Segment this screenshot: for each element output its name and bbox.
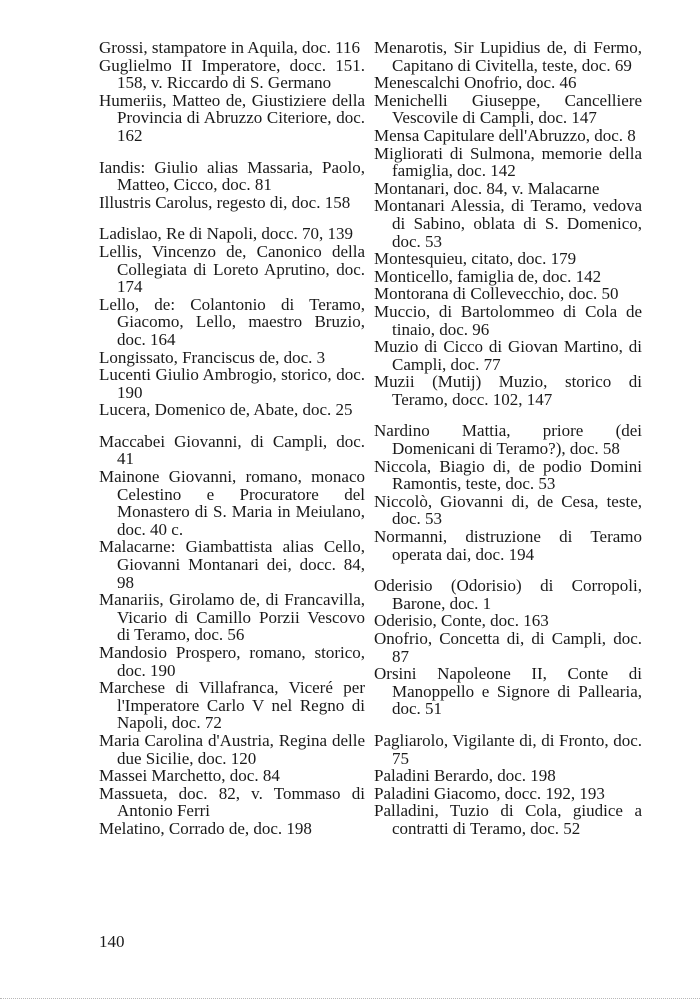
index-entry: Grossi, stampatore in Aquila, doc. 116 — [99, 38, 360, 57]
index-right-column — [374, 39, 642, 838]
index-entry: Paladini Berardo, doc. 198 — [374, 766, 556, 786]
index-entry: Orsini Napoleone II, Conte di Manoppello e Signore di Pallearia, doc. 51 — [374, 664, 642, 719]
index-entry: Montesquieu, citato, doc. 179 — [374, 249, 577, 269]
index-entry: Menescalchi Onofrio, doc. 46 — [374, 73, 577, 93]
index-entry: Massueta, doc. 82, v. Tommaso di Antonio Ferri — [99, 783, 365, 821]
index-entry: Lellis, Vincenzo de, Canonico della Collegiata di Loreto Aprutino, doc. 174 — [99, 241, 365, 297]
index-entry: Normanni, distruzione di Teramo operata dai, doc. 194 — [374, 527, 642, 564]
index-entry: Massei Marchetto, doc. 84 — [99, 766, 280, 786]
index-entry: Montorana di Collevecchio, doc. 50 — [374, 284, 619, 304]
index-entry: Mandosio Prospero, romano, storico, doc. 190 — [99, 643, 365, 680]
index-entry: Menarotis, Sir Lupidius de, di Fermo, Capitano di Civitella, teste, doc. 69 — [374, 38, 642, 75]
page-number: 140 — [99, 932, 125, 951]
index-entry: Muzii (Mutij) Muzio, storico di Teramo, docc. 102, 147 — [374, 372, 642, 409]
index-entry: Melatino, Corrado de, doc. 198 — [99, 818, 312, 838]
index-entry: Niccola, Biagio di, de podio Domini Ramontis, teste, doc. 53 — [374, 456, 642, 494]
index-entry: Niccolò, Giovanni di, de Cesa, teste, doc. 53 — [374, 491, 642, 529]
index-entry: Humeriis, Matteo de, Giustiziere della Provincia di Abruzzo Citeriore, doc. 162 — [99, 90, 365, 145]
index-entry: Migliorati di Sulmona, memorie della famiglia, doc. 142 — [374, 143, 642, 181]
index-entry: Muzio di Cicco di Giovan Martino, di Campli, doc. 77 — [374, 337, 642, 374]
index-entry: Lucera, Domenico de, Abate, doc. 25 — [99, 400, 353, 420]
index-entry: Palladini, Tuzio di Cola, giudice a contratti di Teramo, doc. 52 — [374, 801, 642, 838]
index-entry: Iandis: Giulio alias Massaria, Paolo, Matteo, Cicco, doc. 81 — [99, 157, 365, 195]
index-entry: Lucenti Giulio Ambrogio, storico, doc. 190 — [99, 365, 365, 402]
index-entry: Mainone Giovanni, romano, monaco Celestino e Procuratore del Monastero di S. Maria in Meiulano, doc. 40 c. — [99, 467, 365, 539]
index-entry: Paladini Giacomo, docc. 192, 193 — [374, 783, 605, 803]
index-entry: Maria Carolina d'Austria, Regina delle due Sicilie, doc. 120 — [99, 730, 365, 768]
index-entry: Pagliarolo, Vigilante di, di Fronto, doc. 75 — [374, 730, 642, 768]
index-entry: Guglielmo II Imperatore, docc. 151. 158, v. Riccardo di S. Germano — [99, 55, 365, 93]
index-entry: Montanari, doc. 84, v. Malacarne — [374, 178, 600, 198]
index-entry: Manariis, Girolamo de, di Francavilla, Vicario di Camillo Porzii Vescovo di Teramo, doc. 56 — [99, 590, 365, 645]
index-entry: Monticello, famiglia de, doc. 142 — [374, 266, 602, 286]
index-left-column — [99, 39, 365, 838]
index-entry: Maccabei Giovanni, di Campli, doc. 41 — [99, 431, 365, 469]
index-entry: Marchese di Villafranca, Viceré per l'Imperatore Carlo V nel Regno di Napoli, doc. 72 — [99, 678, 365, 733]
index-entry: Oderisio, Conte, doc. 163 — [374, 611, 549, 631]
index-entry: Menichelli Giuseppe, Cancelliere Vescovile di Campli, doc. 147 — [374, 90, 642, 128]
index-entry: Montanari Alessia, di Teramo, vedova di Sabino, oblata di S. Domenico, doc. 53 — [374, 196, 642, 251]
index-entry: Muccio, di Bartolommeo di Cola de tinaio, doc. 96 — [374, 301, 642, 339]
index-entry: Malacarne: Giambattista alias Cello, Giovanni Montanari dei, docc. 84, 98 — [99, 537, 365, 592]
index-entry: Ladislao, Re di Napoli, docc. 70, 139 — [99, 224, 354, 244]
index-entry: Lello, de: Colantonio di Teramo, Giacomo, Lello, maestro Bruzio, doc. 164 — [99, 294, 365, 349]
scan-edge-divider — [0, 998, 700, 1000]
index-entry: Illustris Carolus, regesto di, doc. 158 — [99, 192, 351, 212]
index-entry: Onofrio, Concetta di, di Campli, doc. 87 — [374, 629, 642, 666]
index-entry: Nardino Mattia, priore (dei Domenicani di Teramo?), doc. 58 — [374, 421, 642, 459]
index-entry: Longissato, Franciscus de, doc. 3 — [99, 347, 326, 367]
index-entry: Oderisio (Odorisio) di Corropoli, Barone, doc. 1 — [374, 576, 642, 613]
index-entry: Mensa Capitulare dell'Abruzzo, doc. 8 — [374, 125, 636, 145]
